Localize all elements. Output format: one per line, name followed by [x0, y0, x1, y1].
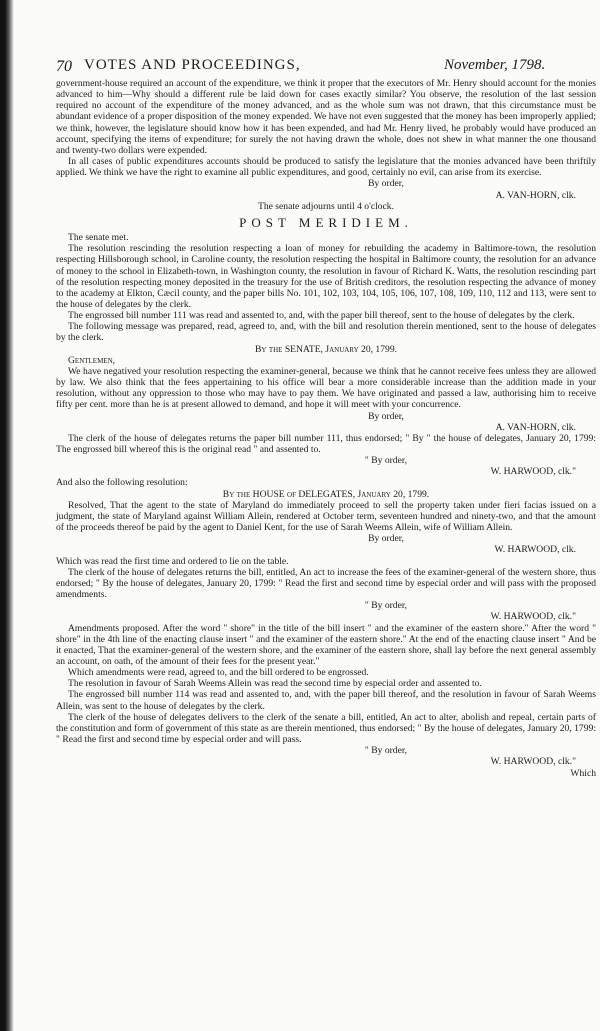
paragraph: government-house required an account of the expenditure, we think it proper that the executors of Mr. Henry should account for the monies advanced to him—Why should a different rule be laid down for cases exactly similar? You observe, the resolution of the last session required no account of the expenditure of the money advanced, and as the whole sum was not drawn, that this circumstance must be abundant evidence of a proper disposition of the money expended. We have not even suggested that the money has been improperly applied; we think, however, the legislature should know how it has been expended, and had Mr. Henry lived, he probably would have produced an account, specifying the items of expenditure; for surely the not having drawn the whole, does not shew in what manner the one thousand and twenty-two dollars were expended.	[56, 78, 596, 156]
paragraph: In all cases of public expenditures accounts should be produced to satisfy the legislature that the monies advanced have been thriftily applied. We think we have the right to examine all public expenditures, and good, certainly no evil, can arise from its exercise.	[56, 156, 596, 179]
paragraph: Which was read the first time and ordered to lie on the table.	[56, 555, 289, 567]
paragraph: The engrossed bill number 114 was read and assented to, and, with the paper bill thereof, and the resolution in favour of Sarah Weems Allein, was sent to the house of delegates by the clerk.	[56, 689, 596, 712]
signature: W. HARWOOD, clk."	[490, 611, 576, 623]
salutation: Gentlemen,	[68, 354, 116, 366]
paragraph: The clerk of the house of delegates returns the paper bill number 111, thus endorsed; " By " the house of delegates, January 20, 1799: The engrossed bill whereof this is the original read " and assented to.	[56, 432, 596, 455]
house-heading: By the HOUSE of DELEGATES, January 20, 1799.	[222, 488, 430, 500]
by-order: " By order,	[364, 455, 408, 467]
by-order: " By order,	[364, 600, 408, 612]
by-order: By order,	[368, 178, 404, 190]
signature: W. HARWOOD, clk.	[494, 544, 576, 556]
signature: W. HARWOOD, clk."	[490, 756, 576, 768]
scan-binding-shadow	[0, 0, 14, 1031]
page-header	[56, 56, 590, 78]
message-text: We have negatived your resolution respecting the examiner-general, because we think that he cannot receive fees unless they are allowed by law. We also think that the fees appertaining to his office will bear a more considerable increase than the addition made in your resolution, without any oppression to those who may have to pay them. We have originated and passed a law, authorising him to receive fifty per cent. more than he is at present allowed to demand, and hope it will meet with your concurrence.	[56, 365, 596, 411]
message-heading: By the SENATE, January 20, 1799.	[254, 343, 398, 355]
adjournment: The senate adjourns until 4 o'clock.	[257, 200, 394, 212]
paragraph: The clerk of the house of delegates returns the bill, entitled, An act to increase the fees of the examiner-general of the western shore, thus endorsed; " By the house of delegates, January 20, 1799: " Read the first and second time by especial order and will pass with the proposed amendments.	[56, 566, 596, 601]
signature: A. VAN-HORN, clk.	[495, 421, 576, 433]
resolution-text: Resolved, That the agent to the state of Maryland do immediately proceed to sell the property taken under fieri facias issued on a judgment, the state of Maryland against William Allein, rendered at October term, seventeen hundred and ninety-two, and that the amount of the proceeds thereof be paid by the agent to Daniel Kent, for the use of Sarah Weems Allein, wife of William Allein.	[56, 499, 596, 534]
paragraph: The following message was prepared, read, agreed to, and, with the bill and resolution therein mentioned, sent to the house of delegates by the clerk.	[56, 321, 596, 344]
paragraph: Which amendments were read, agreed to, and the bill ordered to be engrossed.	[68, 667, 369, 679]
by-order: By order,	[368, 410, 404, 422]
paragraph: The engrossed bill number 111 was read and assented to, and, with the paper bill thereof, sent to the house of delegates by the clerk.	[68, 310, 575, 322]
by-order: By order,	[368, 533, 404, 545]
paragraph: And also the following resolution:	[56, 477, 188, 489]
signature: W. HARWOOD, clk."	[490, 466, 576, 478]
paragraph: The senate met.	[68, 232, 129, 244]
paragraph: Amendments proposed. After the word " shore" in the title of the bill insert " and the examiner of the eastern shore." After the word " shore" in the 4th line of the enacting clause insert " and the examiner of the eastern shore." At the end of the enacting clause insert " And be it enacted, That the examiner-general of the western shore, and the examiner of the eastern shore, shall lay before the next general assembly an account, on oath, of the amount of their fees for the present year."	[56, 622, 596, 667]
paragraph: The resolution in favour of Sarah Weems Allein was read the second time by especial order and assented to.	[68, 678, 482, 690]
signature: A. VAN-HORN, clk.	[495, 189, 576, 201]
running-title: VOTES AND PROCEEDINGS,	[84, 57, 301, 73]
paragraph: The resolution rescinding the resolution respecting a loan of money for rebuilding the academy in Baltimore-town, the resolution respecting Hillsborough school, in Caroline county, the resolution respecting the hospital in Baltimore county, the resolution for an advance of money to the school in Elizabeth-town, in Washington county, the resolution in favour of Richard K. Watts, the resolution rescinding part of the resolution respecting money deposited in the treasury for the use of British creditors, the resolution respecting the advance of money to the academy at Elkton, Cæcil county, and the paper bills No. 101, 102, 103, 104, 105, 106, 107, 108, 109, 110, 112 and 113, were sent to the house of delegates by the clerk.	[56, 243, 596, 310]
by-order: " By order,	[364, 745, 408, 757]
section-heading: POST MERIDIEM.	[239, 214, 413, 230]
header-date: November, 1798.	[444, 57, 546, 73]
page-number: 70	[56, 58, 72, 75]
paragraph: The clerk of the house of delegates delivers to the clerk of the senate a bill, entitled, An act to alter, abolish and repeal, certain parts of the constitution and form of government of this state as are therein mentioned, thus endorsed; " By the house of delegates, January 20, 1799: " Read the first and second time by especial order and will pass.	[56, 711, 596, 746]
catchword: Which	[570, 767, 596, 779]
page-body	[56, 78, 596, 779]
